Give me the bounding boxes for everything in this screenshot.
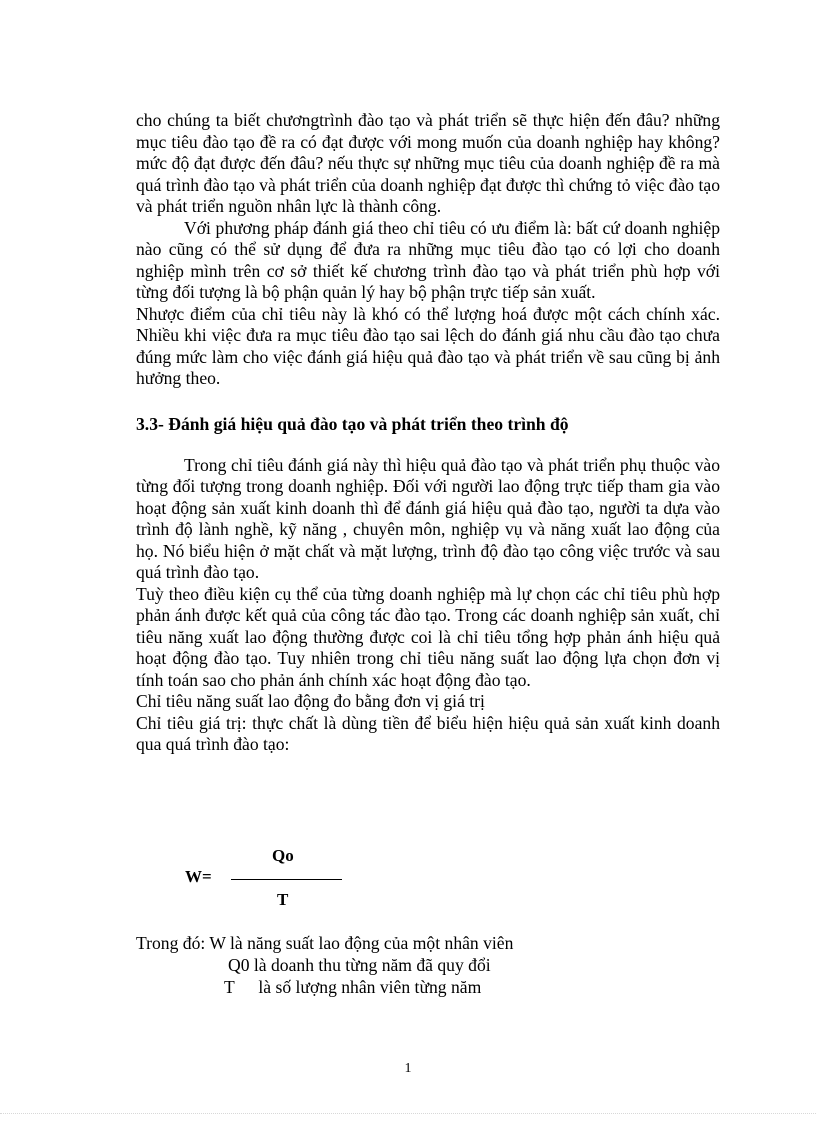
- paragraph-value-indicator: Chỉ tiêu giá trị: thực chất là dùng tiền để biểu hiện hiệu quả sản xuất kinh doanh qua quá trình đào tạo:: [136, 712, 720, 754]
- paragraph-productivity-measure: Chỉ tiêu năng suất lao động đo bằng đơn vị giá trị: [136, 691, 485, 711]
- definition-w: Trong đó: W là năng suất lao động của một nhân viên: [136, 933, 514, 953]
- paragraph-advantages: Với phương pháp đánh giá theo chỉ tiêu có ưu điểm là: bất cứ doanh nghiệp nào cũng có thể sử dụng để đưa ra những mục tiêu đào tạo có lợi cho doanh nghiệp mình trên cơ sở thiết kế chương trình đào tạo và phát triển phù hợp với từng đối tượng là bộ phận quản lý hay bộ phận trực tiếp sản xuất.: [136, 217, 720, 302]
- formula-lhs: W=: [185, 867, 212, 886]
- formula-fraction-bar: [231, 879, 342, 880]
- paragraph-conditions: Tuỳ theo điều kiện cụ thể của từng doanh nghiệp mà lự chọn các chỉ tiêu phù hợp phản ánh được kết quả của công tác đào tạo. Trong các doanh nghiệp sản xuất, chỉ tiêu năng xuất lao động thường được coi là chỉ tiêu tổng hợp phản ánh hiệu quả hoạt động đào tạo. Tuy nhiên trong chỉ tiêu năng suất lao động lựa chọn đơn vị tính toán sao cho phản ánh chính xác hoạt động đào tạo.: [136, 583, 720, 690]
- paragraph-by-level: Trong chỉ tiêu đánh giá này thì hiệu quả đào tạo và phát triển phụ thuộc vào từng đối tượng trong doanh nghiệp. Đối với người lao động trực tiếp tham gia vào hoạt động sản xuất kinh doanh thì để đánh giá hiệu quả đào tạo, người ta dựa vào trình độ lành nghề, kỹ năng , chuyên môn, nghiệp vụ và năng xuất lao động của họ. Nó biểu hiện ở mặt chất và mặt lượng, trình độ đào tạo công việc trước và sau quá trình đào tạo.: [136, 454, 720, 582]
- page-number: 1: [404, 1061, 412, 1076]
- formula-numerator: Qo: [272, 846, 294, 865]
- definition-t-text: là số lượng nhân viên từng năm: [258, 977, 482, 997]
- page-bottom-divider: [0, 1113, 816, 1114]
- formula-denominator: T: [277, 890, 289, 909]
- definition-t-symbol: T: [224, 977, 235, 997]
- section-heading: 3.3- Đánh giá hiệu quả đào tạo và phát triển theo trình độ: [136, 413, 569, 434]
- paragraph-continuation: cho chúng ta biết chươngtrình đào tạo và phát triển sẽ thực hiện đến đâu? những mục tiêu đào tạo đề ra có đạt được với mong muốn của doanh nghiệp hay không? mức độ đạt được đến đâu? nếu thực sự những mục tiêu của doanh nghiệp đề ra mà quá trình đào tạo và phát triển của doanh nghiệp đạt được thì chứng tỏ việc đào tạo và phát triển nguồn nhân lực là thành công.: [136, 110, 720, 216]
- productivity-formula: [185, 842, 355, 912]
- paragraph-disadvantages: Nhược điểm của chỉ tiêu này là khó có thể lượng hoá được một cách chính xác. Nhiều khi việc đưa ra mục tiêu đào tạo sai lệch do đánh giá nhu cầu đào tạo chưa đúng mức làm cho việc đánh giá hiệu quả đào tạo và phát triển về sau cũng bị ảnh hưởng theo.: [136, 303, 720, 388]
- definition-t: [136, 976, 513, 998]
- definition-q0: Q0 là doanh thu từng năm đã quy đổi: [228, 955, 491, 975]
- document-body: [136, 110, 720, 756]
- formula-definitions: [136, 932, 513, 998]
